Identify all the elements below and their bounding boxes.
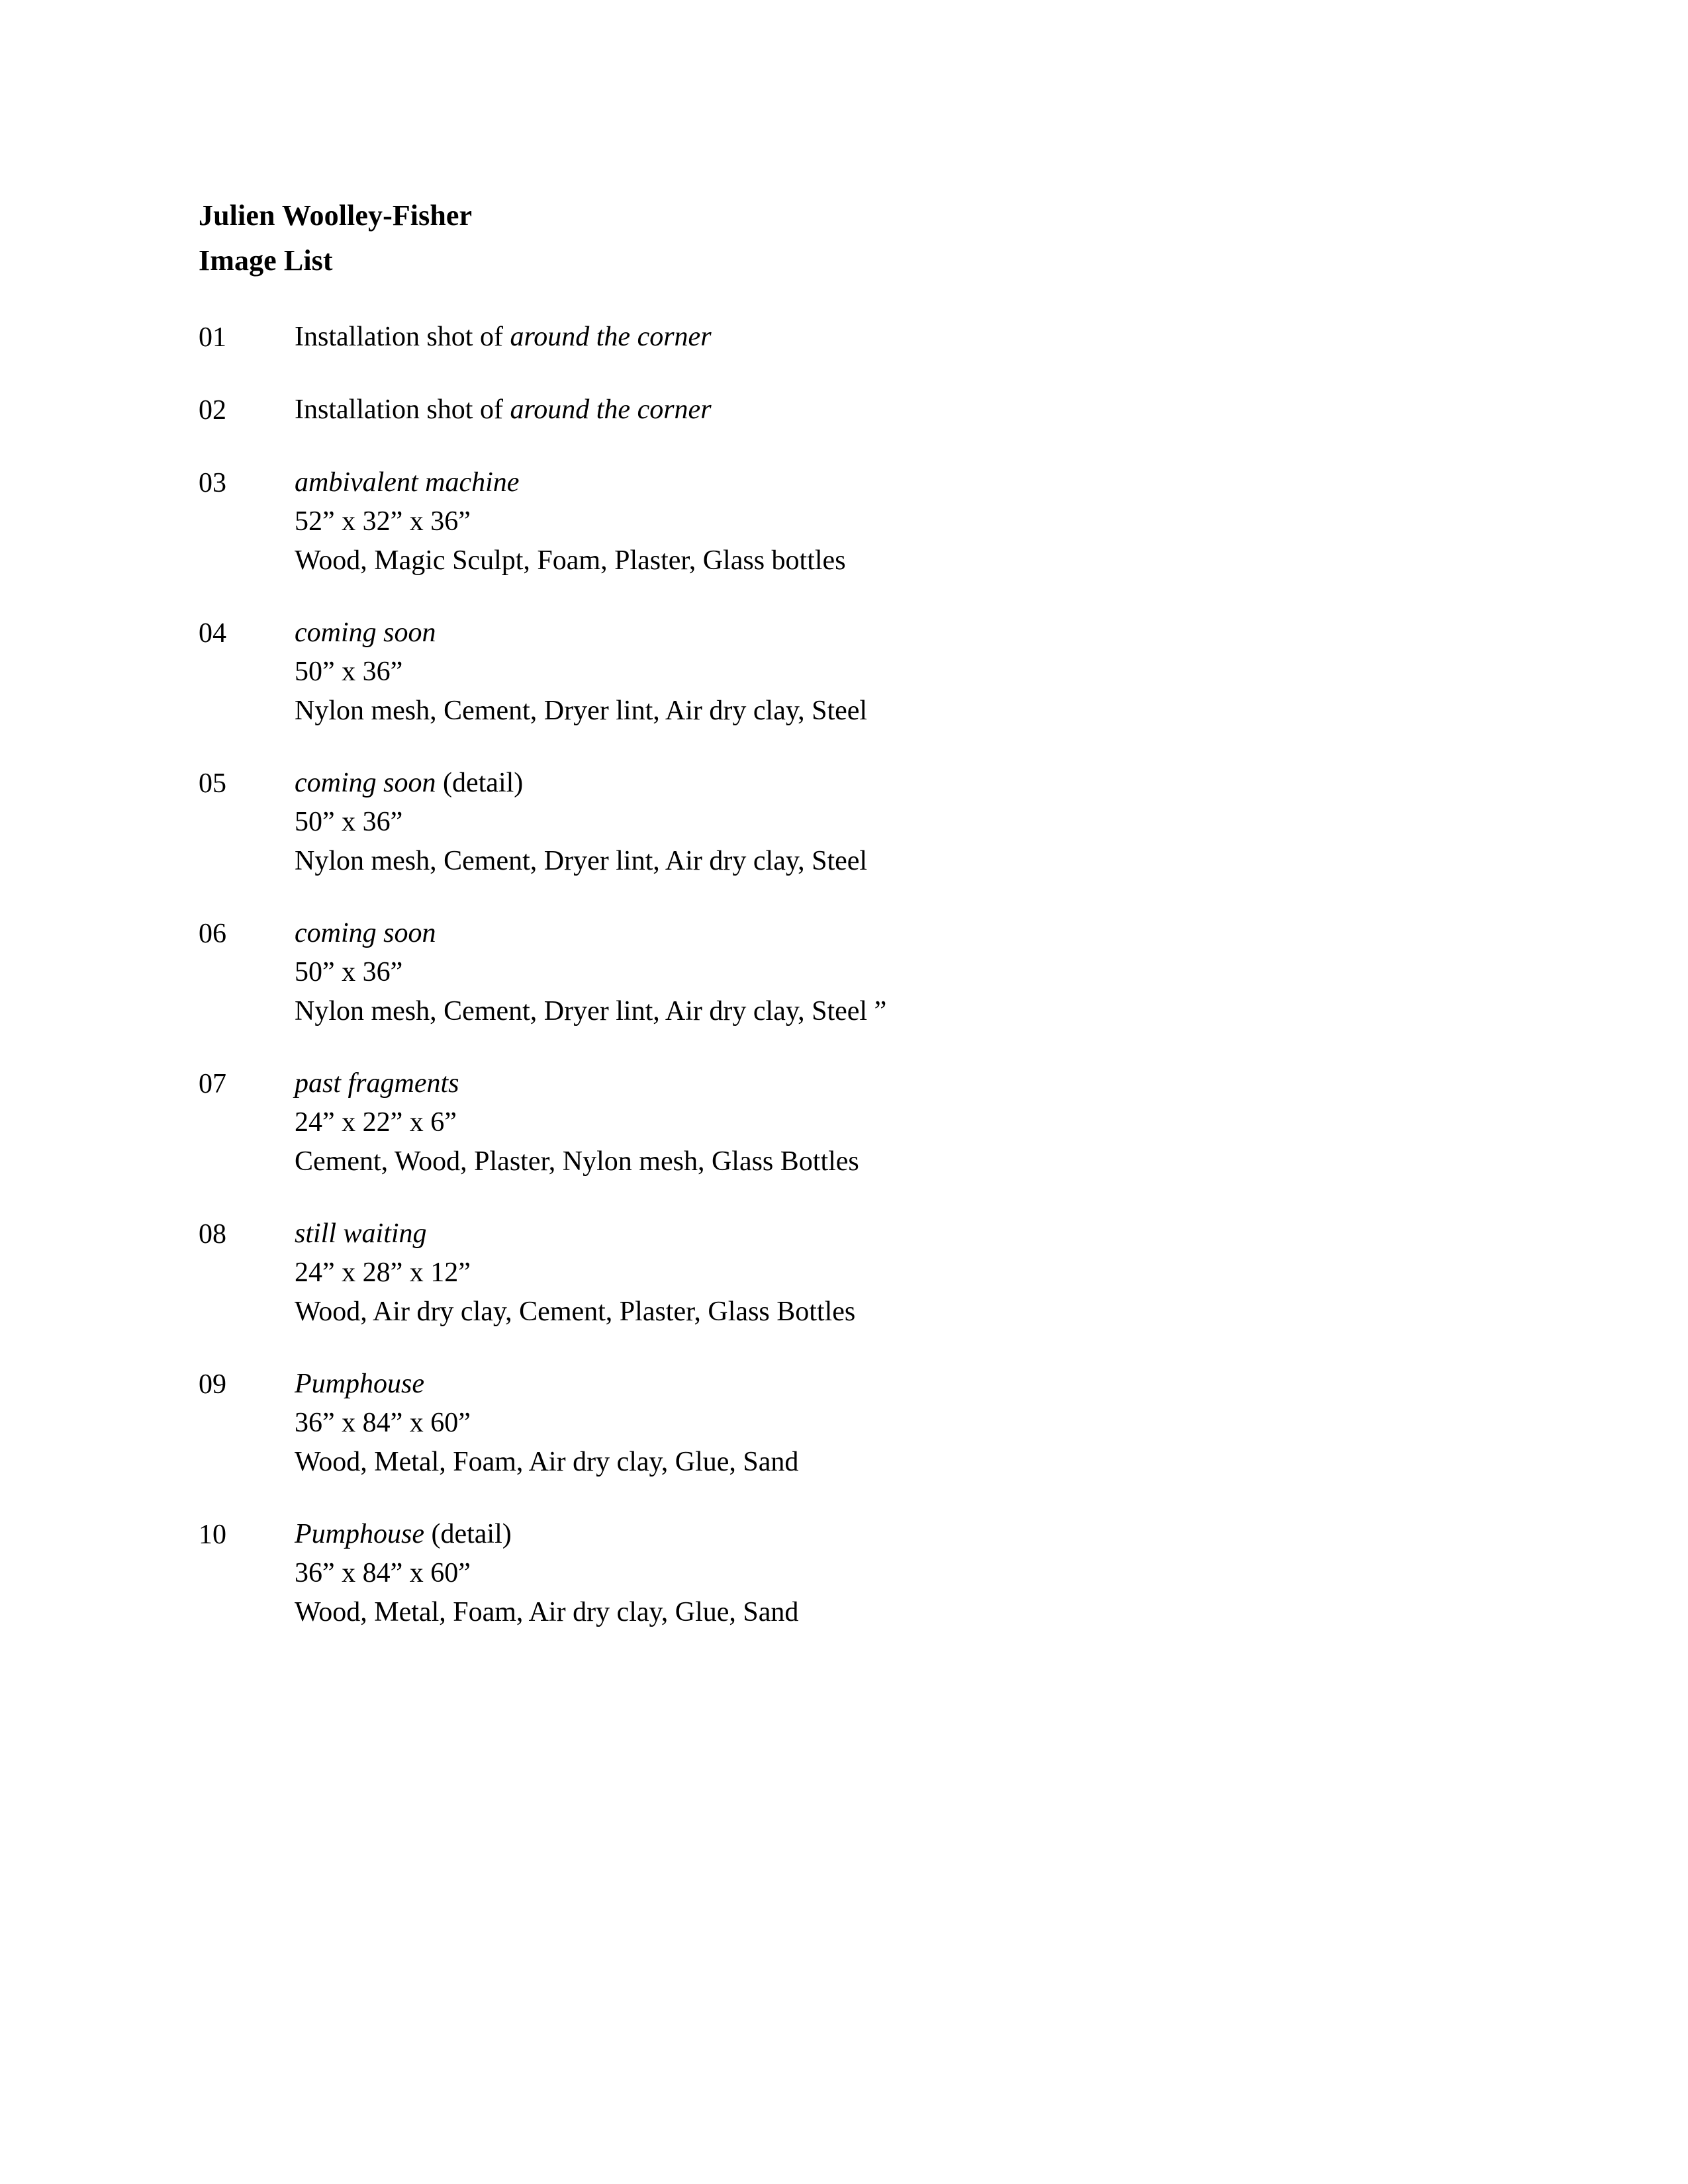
entry-number: 10 bbox=[199, 1520, 226, 1550]
entry-content bbox=[295, 390, 1496, 430]
artwork-title: ambivalent machine bbox=[295, 467, 520, 498]
entry-title-line bbox=[295, 1515, 1496, 1554]
artwork-dimensions: 24” x 28” x 12” bbox=[295, 1257, 471, 1288]
image-list-entry bbox=[199, 1064, 1496, 1181]
image-list bbox=[199, 318, 1496, 1632]
image-list-entry bbox=[199, 463, 1496, 580]
entry-number: 04 bbox=[199, 618, 226, 649]
artwork-title-suffix: (detail) bbox=[436, 768, 524, 798]
artwork-dimensions: 52” x 32” x 36” bbox=[295, 506, 471, 537]
artwork-title: still waiting bbox=[295, 1218, 427, 1249]
image-list-entry bbox=[199, 764, 1496, 881]
artwork-dimensions: 50” x 36” bbox=[295, 657, 403, 687]
artwork-title: around the corner bbox=[510, 322, 712, 352]
artwork-materials: Wood, Metal, Foam, Air dry clay, Glue, Sand bbox=[295, 1597, 799, 1627]
artwork-title: Pumphouse bbox=[295, 1369, 424, 1399]
entry-title-line bbox=[295, 1214, 1496, 1253]
image-list-entry bbox=[199, 1515, 1496, 1632]
artwork-materials: Cement, Wood, Plaster, Nylon mesh, Glass Bottles bbox=[295, 1146, 859, 1177]
entry-content bbox=[295, 1064, 1496, 1181]
artist-name: Julien Woolley-Fisher bbox=[199, 199, 473, 232]
entry-title-line bbox=[295, 1365, 1496, 1404]
entry-description-prefix: Installation shot of bbox=[295, 394, 510, 425]
artwork-dimensions: 36” x 84” x 60” bbox=[295, 1408, 471, 1438]
image-list-entry bbox=[199, 1214, 1496, 1332]
artwork-dimensions: 50” x 36” bbox=[295, 957, 403, 987]
artwork-title: coming soon bbox=[295, 768, 436, 798]
image-list-entry bbox=[199, 1365, 1496, 1482]
entry-number: 02 bbox=[199, 395, 226, 426]
artwork-materials: Wood, Air dry clay, Cement, Plaster, Glass Bottles bbox=[295, 1297, 856, 1327]
artwork-materials: Wood, Magic Sculpt, Foam, Plaster, Glass bottles bbox=[295, 545, 846, 576]
entry-number: 03 bbox=[199, 468, 226, 498]
entry-content bbox=[295, 614, 1496, 731]
image-list-entry bbox=[199, 914, 1496, 1031]
entry-title-line bbox=[295, 463, 1496, 502]
page-title: Image List bbox=[199, 244, 333, 277]
artwork-materials: Nylon mesh, Cement, Dryer lint, Air dry clay, Steel bbox=[295, 696, 868, 726]
artwork-materials: Nylon mesh, Cement, Dryer lint, Air dry clay, Steel ” bbox=[295, 996, 887, 1026]
entry-title-line bbox=[295, 318, 1496, 357]
entry-number: 01 bbox=[199, 322, 226, 353]
entry-description-prefix: Installation shot of bbox=[295, 322, 510, 352]
entry-content bbox=[295, 914, 1496, 1031]
entry-content bbox=[295, 1515, 1496, 1632]
document-body bbox=[199, 193, 1496, 1632]
entry-number: 09 bbox=[199, 1369, 226, 1400]
entry-content bbox=[295, 764, 1496, 881]
entry-number: 08 bbox=[199, 1219, 226, 1250]
artwork-title: coming soon bbox=[295, 918, 436, 948]
entry-number: 07 bbox=[199, 1069, 226, 1099]
entry-content bbox=[295, 318, 1496, 357]
artwork-title-suffix: (detail) bbox=[424, 1519, 512, 1549]
image-list-entry bbox=[199, 390, 1496, 430]
entry-content bbox=[295, 1214, 1496, 1332]
artwork-dimensions: 36” x 84” x 60” bbox=[295, 1558, 471, 1588]
entry-title-line bbox=[295, 914, 1496, 953]
artwork-title: around the corner bbox=[510, 394, 712, 425]
entry-content bbox=[295, 463, 1496, 580]
entry-title-line bbox=[295, 390, 1496, 430]
entry-title-line bbox=[295, 764, 1496, 803]
entry-title-line bbox=[295, 614, 1496, 653]
entry-number: 06 bbox=[199, 919, 226, 949]
artwork-dimensions: 50” x 36” bbox=[295, 807, 403, 837]
image-list-entry bbox=[199, 318, 1496, 357]
artwork-title: past fragments bbox=[295, 1068, 459, 1099]
artwork-title: Pumphouse bbox=[295, 1519, 424, 1549]
artwork-title: coming soon bbox=[295, 617, 436, 648]
artwork-materials: Wood, Metal, Foam, Air dry clay, Glue, Sand bbox=[295, 1447, 799, 1477]
image-list-entry bbox=[199, 614, 1496, 731]
artwork-dimensions: 24” x 22” x 6” bbox=[295, 1107, 457, 1138]
entry-number: 05 bbox=[199, 768, 226, 799]
entry-content bbox=[295, 1365, 1496, 1482]
entry-title-line bbox=[295, 1064, 1496, 1103]
document-header bbox=[199, 193, 1496, 283]
artwork-materials: Nylon mesh, Cement, Dryer lint, Air dry clay, Steel bbox=[295, 846, 868, 876]
